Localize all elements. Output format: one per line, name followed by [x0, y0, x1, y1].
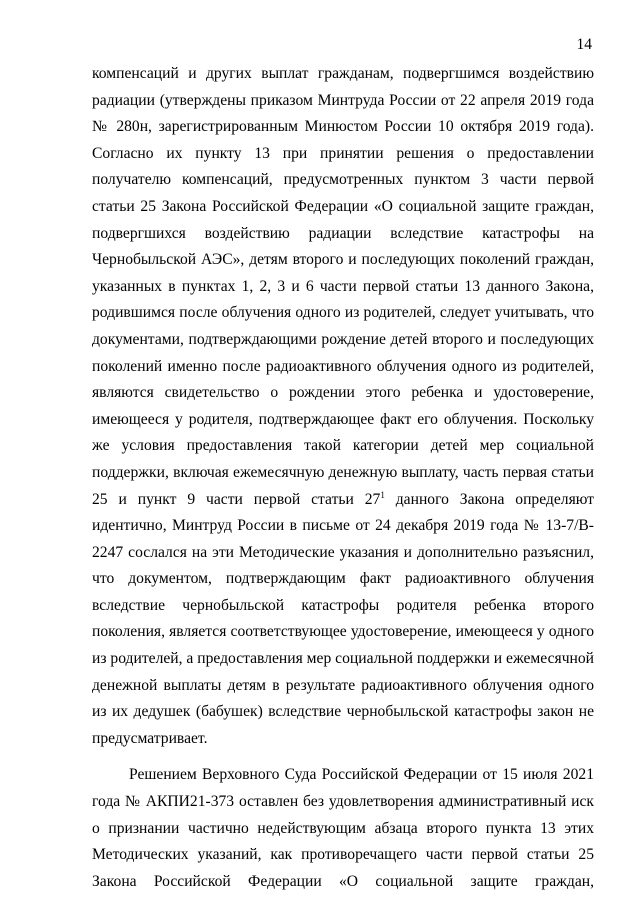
text-line: же условия предоставления такой категории детей мер социальной: [92, 437, 594, 455]
text-line: подвергшихся воздействию радиации вследствие катастрофы на: [92, 224, 594, 242]
text-line: получателю компенсаций, предусмотренных пунктом 3 части первой: [92, 171, 594, 189]
text-line: поколения, является соответствующее удостоверение, имеющееся у одного: [92, 623, 594, 641]
text-line: 2247 сослался на эти Методические указания и дополнительно разъяснил,: [92, 543, 594, 561]
text-line: Согласно их пункту 13 при принятии решения о предоставлении: [92, 144, 594, 162]
text-line: поколений именно после радиоактивного облучения одного из родителей,: [92, 357, 594, 375]
text-line: Чернобыльской АЭС», детям второго и последующих поколений граждан,: [92, 251, 594, 269]
text-line: № 280н, зарегистрированным Минюстом России 10 октября 2019 года).: [92, 118, 594, 136]
text-line: денежной выплаты детям в результате радиоактивного облучения одного: [92, 676, 594, 694]
superscript: 1: [380, 489, 385, 500]
text-line: родившимся после облучения одного из родителей, следует учитывать, что: [92, 304, 594, 322]
paragraph-2: [92, 762, 594, 895]
text-line: Решением Верховного Суда Российской Федерации от 15 июля 2021: [129, 766, 594, 784]
text-line: о признании частично недействующим абзаца второго пункта 13 этих: [92, 819, 594, 837]
text-line: из родителей, а предоставления мер социальной поддержки и ежемесячной: [92, 650, 595, 668]
text-line-with-superscript: [92, 487, 594, 514]
text-line: предусматривает.: [92, 729, 208, 747]
text-line: Закона Российской Федерации «О социальной защите граждан,: [92, 872, 594, 890]
text-line: являются свидетельство о рождении этого ребенка и удостоверение,: [92, 384, 594, 402]
text-line: поддержки, включая ежемесячную денежную выплату, часть первая статьи: [92, 463, 594, 481]
paragraph-1: [92, 61, 594, 752]
text-line: документами, подтверждающими рождение детей второго и последующих: [92, 330, 594, 348]
text-line: из их дедушек (бабушек) вследствие чернобыльской катастрофы закон не: [92, 703, 594, 721]
line-tail: данного Закона определяют: [384, 490, 594, 508]
text-line: идентично, Минтруд России в письме от 24 декабря 2019 года № 13-7/В-: [92, 517, 594, 535]
text-line: что документом, подтверждающим факт радиоактивного облучения: [92, 570, 594, 588]
page-number: 14: [576, 36, 592, 53]
paragraph-gap: [92, 752, 594, 762]
text-line: имеющееся у родителя, подтверждающее факт его облучения. Поскольку: [92, 410, 594, 428]
text-line: статьи 25 Закона Российской Федерации «О социальной защите граждан,: [92, 197, 594, 215]
document-body: [92, 61, 594, 895]
text-line: компенсаций и других выплат гражданам, подвергшимся воздействию: [92, 65, 594, 82]
text-line: Методических указаний, как противоречащего части первой статьи 25: [92, 846, 594, 864]
line-head: 25 и пункт 9 части первой статьи 27: [92, 490, 381, 508]
text-line: радиации (утверждены приказом Минтруда России от 22 апреля 2019 года: [92, 91, 594, 109]
text-line: года № АКПИ21-373 оставлен без удовлетворения административный иск: [92, 793, 594, 811]
text-line: вследствие чернобыльской катастрофы родителя ребенка второго: [92, 596, 594, 614]
text-line: указанных в пунктах 1, 2, 3 и 6 части первой статьи 13 данного Закона,: [92, 277, 594, 295]
